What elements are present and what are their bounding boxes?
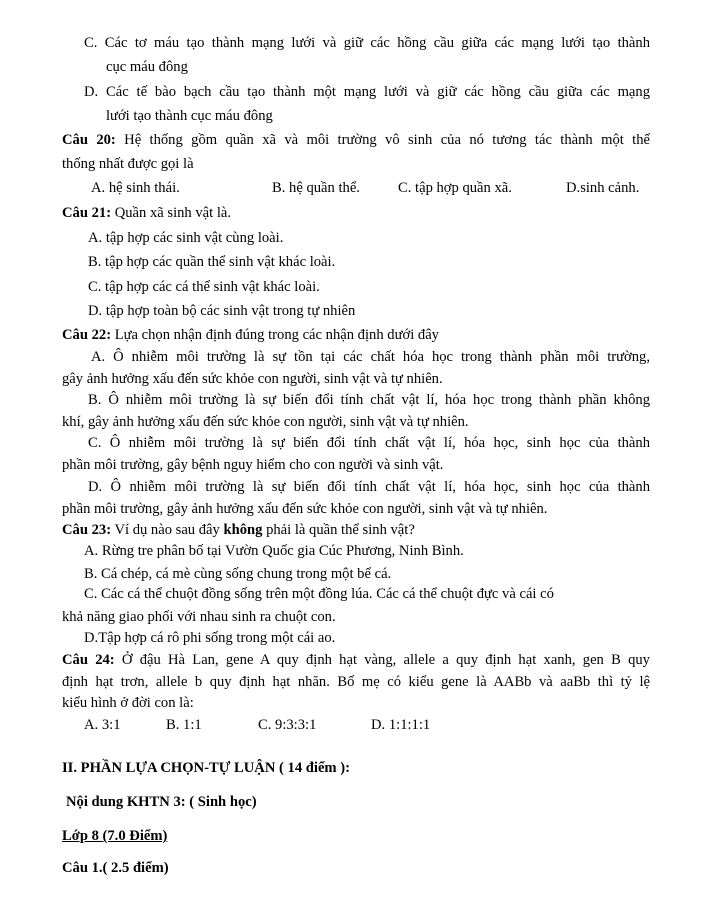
q24-stem-line1 (62, 650, 650, 670)
q23-option-c-line2: khả năng giao phối với nhau sinh ra chuột con. (62, 609, 336, 625)
q20-option-d: D.sinh cảnh. (566, 180, 640, 196)
q22-option-a-line2: gây ảnh hưởng xấu đến sức khỏe con người, sinh vật và tự nhiên. (62, 371, 443, 387)
q19-option-d-line2: lưới tạo thành cục máu đông (106, 108, 273, 124)
q24-stem-text: Ở đậu Hà Lan, gene A quy định hạt vàng, allele a quy định hạt xanh, gen B quy (114, 652, 650, 668)
q23-stem-emphasis: không (223, 522, 263, 538)
q23-label: Câu 23: (62, 522, 112, 538)
q22-option-b-line2: khí, gây ảnh hưởng xấu đến sức khỏe con người, sinh vật và tự nhiên. (62, 414, 469, 430)
q21-stem (62, 203, 231, 223)
q21-stem-text: Quần xã sinh vật là. (111, 205, 232, 221)
q19-option-d-line1: D. Các tế bào bạch cầu tạo thành một mạng lưới và giữ các hồng cầu giữa các mạng (84, 84, 650, 100)
q24-option-a: A. 3:1 (84, 717, 121, 733)
q21-option-d: D. tập hợp toàn bộ các sinh vật trong tự nhiên (88, 303, 356, 319)
q22-stem (62, 325, 439, 345)
section-title: II. PHẦN LỰA CHỌN-TỰ LUẬN ( 14 điểm ): (62, 760, 350, 776)
q22-label: Câu 22: (62, 327, 112, 343)
q21-option-a: A. tập hợp các sinh vật cùng loài. (88, 230, 284, 246)
q22-option-c-line1: C. Ô nhiễm môi trường là sự biến đổi tính chất vật lí, hóa học, sinh học của thành (88, 435, 650, 451)
q23-option-b: B. Cá chép, cá mè cùng sống chung trong một bể cá. (84, 566, 392, 582)
q20-option-b: B. hệ quần thể. (272, 180, 360, 196)
q23-stem (62, 520, 415, 540)
question-1-heading: Câu 1.( 2.5 điểm) (62, 860, 169, 876)
q21-option-c: C. tập hợp các cá thể sinh vật khác loài. (88, 279, 320, 295)
q22-option-d-line2: phần môi trường, gây ảnh hưởng xấu đến sức khỏe con người, sinh vật và tự nhiên. (62, 501, 548, 517)
q20-stem-line2: thống nhất được gọi là (62, 156, 194, 172)
q23-option-c-line1: C. Các cá thể chuột đồng sống trên một đồng lúa. Các cá thể chuột đực và cái có (84, 586, 554, 602)
content-heading: Nội dung KHTN 3: ( Sinh học) (66, 794, 257, 810)
q22-option-b-line1: B. Ô nhiễm môi trường là sự biến đổi tính chất vật lí, hóa học trong thành phần không (88, 392, 650, 408)
grade-heading: Lớp 8 (7.0 Điểm) (62, 828, 168, 844)
q23-option-a: A. Rừng tre phân bố tại Vườn Quốc gia Cúc Phương, Ninh Bình. (84, 543, 464, 559)
q24-label: Câu 24: (62, 652, 115, 668)
q24-stem-line2: định hạt trơn, allele b quy định hạt nhăn. Bố mẹ có kiểu gene là AABb và aaBb thì tỷ lệ (62, 674, 650, 690)
q24-option-b: B. 1:1 (166, 717, 202, 733)
q20-option-a: A. hệ sinh thái. (91, 180, 180, 196)
q22-option-d-line1: D. Ô nhiễm môi trường là sự biến đổi tính chất vật lí, hóa học, sinh học của thành (88, 479, 650, 495)
q20-label: Câu 20: (62, 132, 116, 148)
q20-stem-text: Hệ thống gồm quần xã và môi trường vô sinh của nó tương tác thành một thể (115, 132, 650, 148)
q20-option-c: C. tập hợp quần xã. (398, 180, 512, 196)
q22-option-a-line1: A. Ô nhiễm môi trường là sự tồn tại các chất hóa học trong thành phần môi trường, (91, 349, 650, 365)
q24-option-d: D. 1:1:1:1 (371, 717, 431, 733)
q20-stem-line1 (62, 130, 650, 150)
q19-option-c-line1: C. Các tơ máu tạo thành mạng lưới và giữ các hồng cầu giữa các mạng lưới tạo thành (84, 35, 650, 51)
q22-stem-text: Lựa chọn nhận định đúng trong các nhận định dưới đây (111, 327, 439, 343)
q22-option-c-line2: phần môi trường, gây bệnh nguy hiểm cho con người và sinh vật. (62, 457, 444, 473)
q24-stem-line3: kiểu hình ở đời con là: (62, 695, 194, 711)
q21-option-b: B. tập hợp các quần thể sinh vật khác loài. (88, 254, 336, 270)
q23-option-d: D.Tập hợp cá rô phi sống trong một cái ao. (84, 630, 336, 646)
q21-label: Câu 21: (62, 205, 112, 221)
q23-stem-pre: Ví dụ nào sau đây (111, 522, 224, 538)
q23-stem-post: phải là quần thể sinh vật? (262, 522, 415, 538)
q24-option-c: C. 9:3:3:1 (258, 717, 317, 733)
q19-option-c-line2: cục máu đông (106, 59, 188, 75)
